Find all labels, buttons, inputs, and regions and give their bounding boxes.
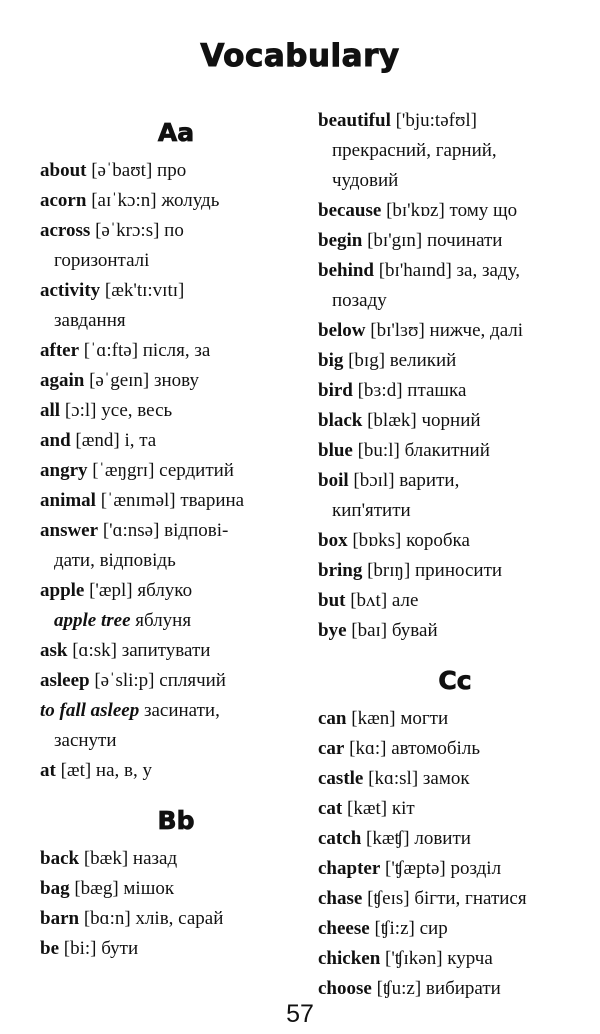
page-number: 57	[286, 1000, 314, 1028]
vocab-entry	[40, 216, 298, 246]
vocab-entry	[40, 874, 298, 904]
definition-continuation: позаду	[332, 290, 387, 311]
headword: chase	[318, 888, 363, 909]
vocab-entry	[318, 914, 580, 944]
definition: ['ɑ:nsə] відпові-	[98, 520, 229, 541]
page-title: Vocabulary	[200, 38, 400, 74]
headword: across	[40, 220, 91, 241]
vocab-entry	[40, 756, 298, 786]
headword: bird	[318, 380, 353, 401]
vocab-entry	[40, 934, 298, 964]
definition: [bɑ:n] хлів, сарай	[79, 908, 224, 929]
definition: [bæg] мішок	[69, 878, 175, 899]
definition: [aɪˈkɔ:n] жолудь	[86, 190, 220, 211]
headword: boil	[318, 470, 349, 491]
vocab-entry	[40, 844, 298, 874]
entries-b-right	[318, 106, 580, 646]
definition: [kæt] кіт	[342, 798, 415, 819]
section-letter-a: Aa	[157, 118, 195, 147]
entries-c	[318, 704, 580, 1004]
vocab-entry	[318, 764, 580, 794]
section-letter-c: Cc	[438, 666, 472, 695]
vocab-entry	[318, 106, 580, 136]
definition: ['æpl] яблуко	[84, 580, 193, 601]
vocab-entry	[318, 316, 580, 346]
headword: to fall asleep	[40, 700, 140, 721]
section-letter-b: Bb	[157, 806, 195, 835]
headword: big	[318, 350, 344, 371]
vocab-entry	[318, 376, 580, 406]
definition: [ɑ:sk] запитувати	[67, 640, 211, 661]
definition: [brɪŋ] приносити	[362, 560, 503, 581]
headword: blue	[318, 440, 353, 461]
headword: because	[318, 200, 382, 221]
vocab-entry	[40, 696, 298, 726]
definition: [bɒks] коробка	[347, 530, 470, 551]
definition-continuation: чудовий	[332, 170, 399, 191]
vocab-entry	[318, 824, 580, 854]
definition: [æt] на, в, у	[55, 760, 153, 781]
definition: [kɑ:sl] замок	[363, 768, 470, 789]
vocab-entry	[318, 884, 580, 914]
vocab-entry	[318, 616, 580, 646]
definition: [ʧi:z] сир	[369, 918, 448, 939]
vocab-entry	[40, 486, 298, 516]
definition: [bɪ'lɜʊ] нижче, далі	[365, 320, 524, 341]
headword: and	[40, 430, 71, 451]
vocab-entry	[40, 366, 298, 396]
vocab-entry	[318, 556, 580, 586]
definition-continuation: прекрасний, гарний,	[332, 140, 497, 161]
headword: asleep	[40, 670, 90, 691]
definition-continuation: дати, відповідь	[54, 550, 176, 571]
vocab-entry	[40, 576, 298, 606]
headword: behind	[318, 260, 374, 281]
vocab-entry	[40, 426, 298, 456]
definition: [ɔ:l] усе, весь	[60, 400, 173, 421]
headword: begin	[318, 230, 363, 251]
vocab-entry	[318, 466, 580, 496]
definition-continuation: завдання	[54, 310, 126, 331]
definition: [kæʧ] ловити	[361, 828, 471, 849]
headword: at	[40, 760, 56, 781]
definition: [ænd] і, та	[70, 430, 157, 451]
definition: ['bju:təfʊl]	[390, 110, 477, 131]
headword: bye	[318, 620, 347, 641]
headword: again	[40, 370, 85, 391]
headword: chicken	[318, 948, 381, 969]
definition: [əˈbaʊt] про	[86, 160, 187, 181]
definition: [bi:] бути	[59, 938, 139, 959]
vocab-entry	[40, 396, 298, 426]
definition: [əˈsli:p] сплячий	[89, 670, 226, 691]
vocab-entry	[40, 904, 298, 934]
vocab-entry	[318, 704, 580, 734]
left-column	[40, 112, 298, 964]
definition: [baɪ] бувай	[346, 620, 438, 641]
vocab-entry	[40, 156, 298, 186]
definition: [bɪ'gɪn] починати	[362, 230, 503, 251]
definition: [bɪ'haɪnd] за, заду,	[373, 260, 520, 281]
vocab-entry	[318, 196, 580, 226]
definition: [bɔɪl] варити,	[348, 470, 460, 491]
headword: bag	[40, 878, 70, 899]
headword: box	[318, 530, 348, 551]
headword: animal	[40, 490, 96, 511]
definition: [ʧu:z] вибирати	[371, 978, 501, 999]
definition-continuation: горизонталі	[54, 250, 150, 271]
entries-b-left	[40, 844, 298, 964]
definition: [ˈænɪməl] тварина	[95, 490, 245, 511]
definition: [əˈgeɪn] знову	[84, 370, 199, 391]
headword: castle	[318, 768, 364, 789]
headword: ask	[40, 640, 68, 661]
vocab-entry	[40, 666, 298, 696]
headword: be	[40, 938, 59, 959]
definition: [bɪ'kɒz] тому що	[381, 200, 518, 221]
definition: [æk'tɪ:vɪtɪ]	[100, 280, 185, 301]
vocab-entry	[40, 606, 298, 636]
headword: answer	[40, 520, 99, 541]
vocab-entry	[318, 226, 580, 256]
vocab-entry	[318, 944, 580, 974]
vocab-entry	[318, 854, 580, 884]
headword: back	[40, 848, 80, 869]
headword: cat	[318, 798, 343, 819]
definition: [kɑ:] автомобіль	[344, 738, 480, 759]
headword: after	[40, 340, 80, 361]
definition-continuation: кип'ятити	[332, 500, 411, 521]
vocab-entry	[318, 734, 580, 764]
definition: ['ʧɪkən] курча	[380, 948, 493, 969]
definition: [ˈɑ:ftə] після, за	[79, 340, 211, 361]
definition: [ˈæŋgrɪ] сердитий	[87, 460, 234, 481]
headword: choose	[318, 978, 372, 999]
vocab-entry	[318, 436, 580, 466]
vocab-entry	[318, 406, 580, 436]
definition: яблуня	[130, 610, 192, 631]
vocab-entry	[40, 636, 298, 666]
definition: [bʌt] але	[345, 590, 419, 611]
vocab-entry	[318, 256, 580, 286]
definition: [bu:l] блакитний	[352, 440, 490, 461]
headword: car	[318, 738, 345, 759]
headword: can	[318, 708, 347, 729]
headword: black	[318, 410, 363, 431]
definition: [bɜ:d] пташка	[352, 380, 467, 401]
headword: about	[40, 160, 87, 181]
definition: засинати,	[139, 700, 220, 721]
headword: below	[318, 320, 366, 341]
definition: [əˈkrɔ:s] по	[90, 220, 184, 241]
headword: angry	[40, 460, 88, 481]
vocab-entry	[318, 346, 580, 376]
headword: bring	[318, 560, 363, 581]
headword: but	[318, 590, 346, 611]
headword: acorn	[40, 190, 87, 211]
definition: [bæk] назад	[79, 848, 178, 869]
headword: chapter	[318, 858, 381, 879]
headword: barn	[40, 908, 80, 929]
headword: catch	[318, 828, 362, 849]
headword: apple	[40, 580, 85, 601]
vocab-entry	[40, 516, 298, 546]
headword: all	[40, 400, 61, 421]
definition: [ʧeɪs] бігти, гнатися	[362, 888, 527, 909]
headword: cheese	[318, 918, 370, 939]
definition: ['ʧæptə] розділ	[380, 858, 502, 879]
vocab-entry	[40, 276, 298, 306]
headword: activity	[40, 280, 101, 301]
vocab-entry	[318, 526, 580, 556]
vocab-entry	[40, 456, 298, 486]
vocab-entry	[40, 336, 298, 366]
definition: [bɪg] великий	[343, 350, 457, 371]
headword: beautiful	[318, 110, 391, 131]
vocab-entry	[318, 794, 580, 824]
definition: [blæk] чорний	[362, 410, 481, 431]
definition: [kæn] могти	[346, 708, 449, 729]
headword: apple tree	[54, 610, 131, 631]
vocab-entry	[318, 586, 580, 616]
right-column	[318, 112, 580, 1004]
entries-a	[40, 156, 298, 786]
definition-continuation: заснути	[54, 730, 117, 751]
vocab-entry	[40, 186, 298, 216]
